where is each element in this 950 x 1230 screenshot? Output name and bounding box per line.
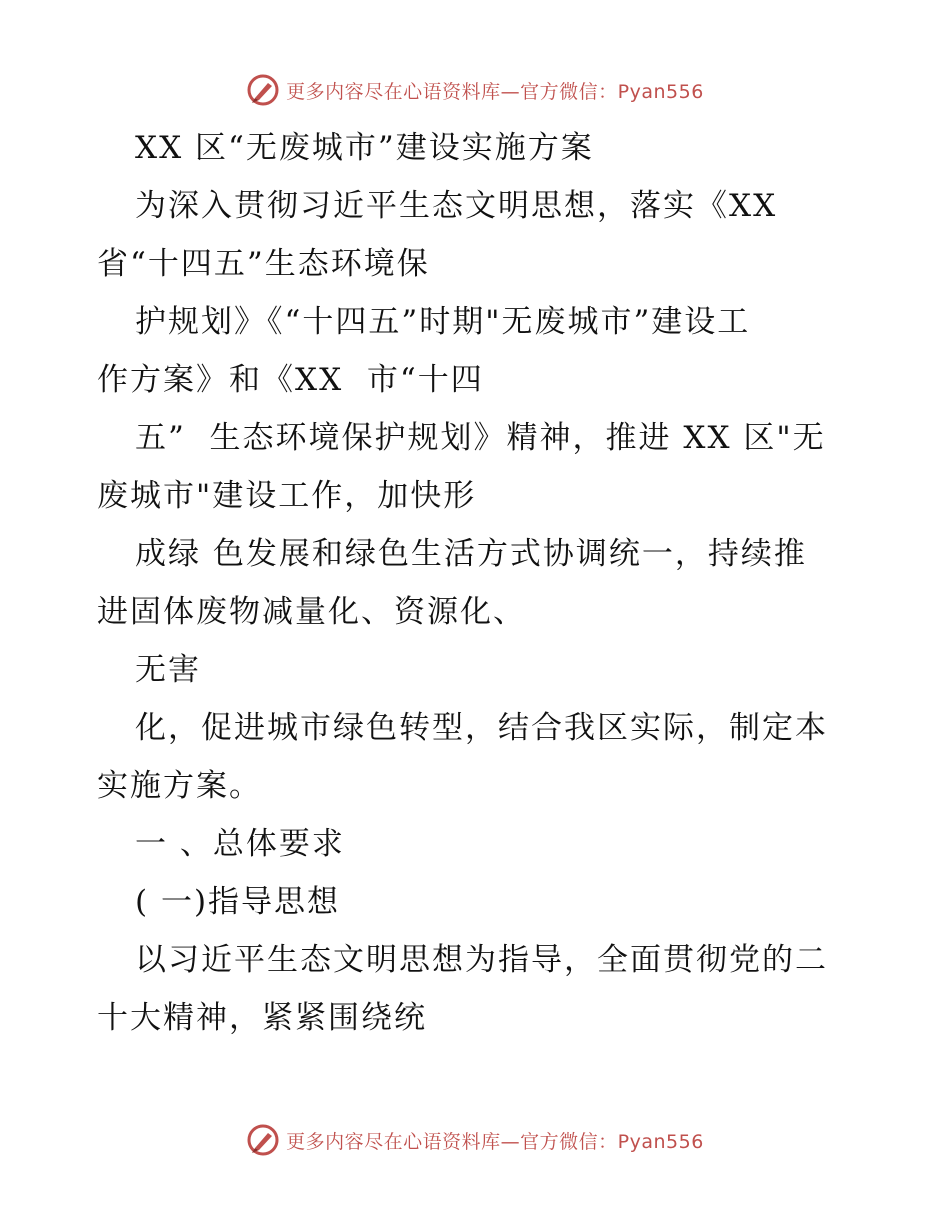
- subsection-heading: ( 一)指导思想: [135, 884, 341, 920]
- footer-banner: [0, 1120, 950, 1160]
- pen-logo-icon: [246, 1123, 280, 1157]
- doc-line: 化，促进城市绿色转型，结合我区实际，制定本: [135, 710, 828, 746]
- doc-line: 十大精神，紧紧围绕统: [97, 1000, 427, 1036]
- doc-line: 省“十四五”生态环境保: [97, 246, 430, 282]
- doc-line: 进固体废物减量化、资源化、: [97, 594, 526, 630]
- footer-banner-text: [286, 1127, 704, 1154]
- header-banner-title: 更多内容尽在心语资料库: [286, 80, 501, 103]
- header-banner-wechat: 官方微信：Pyan556: [520, 80, 704, 103]
- footer-banner-title: 更多内容尽在心语资料库: [286, 1130, 501, 1153]
- doc-line: 废城市"建设工作，加快形: [97, 478, 477, 514]
- doc-title: XX 区“无废城市”建设实施方案: [135, 130, 594, 166]
- doc-line: 护规划》《“十四五”时期"无废城市”建设工: [135, 304, 751, 340]
- doc-line: 以习近平生态文明思想为指导，全面贯彻党的二: [135, 942, 828, 978]
- doc-line: 五” 生态环境保护规划》精神，推进 XX 区"无: [135, 420, 826, 456]
- doc-line: 无害: [135, 652, 201, 688]
- doc-line: 成绿 色发展和绿色生活方式协调统一，持续推: [135, 536, 807, 572]
- footer-banner-dash: —: [500, 1130, 521, 1153]
- section-heading: 一 、总体要求: [135, 826, 345, 862]
- footer-banner-wechat: 官方微信：Pyan556: [520, 1130, 704, 1153]
- doc-line: 作方案》和《XX 市“十四: [97, 362, 484, 398]
- doc-line: 为深入贯彻习近平生态文明思想，落实《XX: [135, 188, 778, 224]
- doc-line: 实施方案。: [97, 768, 262, 804]
- header-banner-dash: —: [500, 80, 521, 103]
